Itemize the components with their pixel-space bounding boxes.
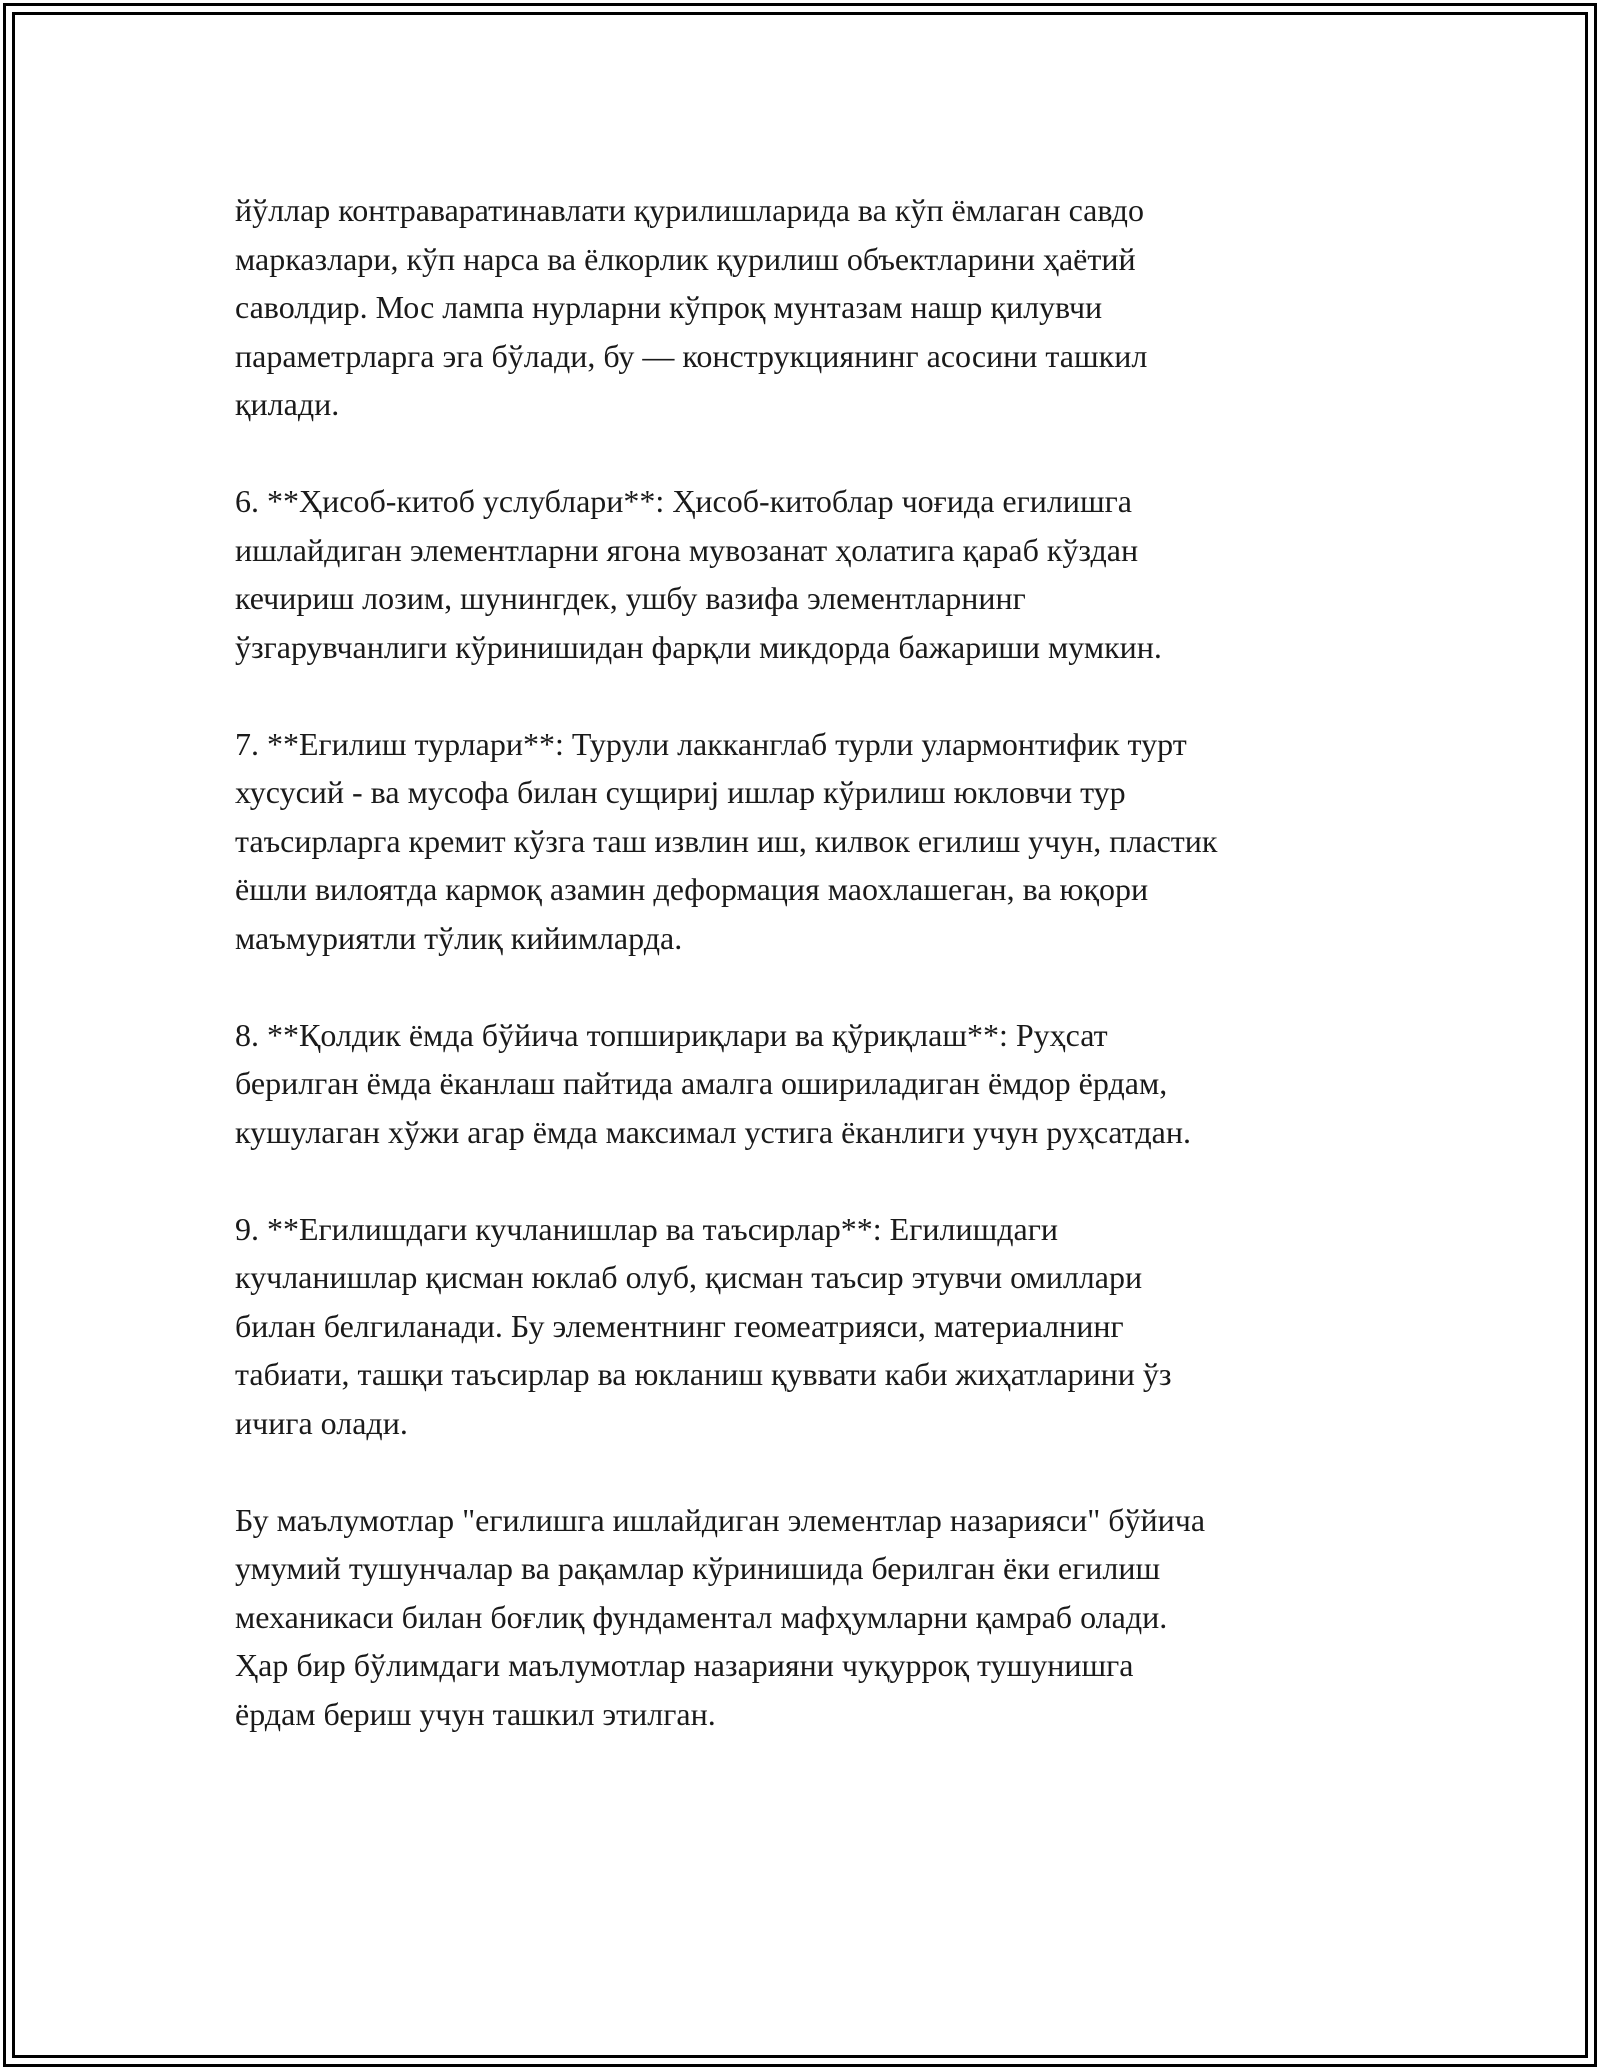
paragraph-item-9: 9. **Егилишдаги кучланишлар ва таъсирлар**: Егилишдаги кучланишлар қисман юклаб олуб, қисман таъсир этувчи омиллари билан белгиланади. Бу элементнинг геомеатрияси, материалнинг табиати, ташқи таъсирлар ва юкланиш қуввати каби жиҳатларини ўз ичига олади. <box>235 1210 1172 1441</box>
paragraph-item-6: 6. **Ҳисоб-китоб услублари**: Ҳисоб-китоблар чоғида егилишга ишлайдиган элементларни ягона мувозанат ҳолатига қараб кўздан кечириш лозим, шунингдек, ушбу вазифа элементларнинг ўзгарувчанлиги кўринишидан фарқли микдорда бажариши мумкин. <box>235 483 1162 665</box>
paragraph-conclusion: Бу маълумотлар "егилишга ишлайдиган элементлар назарияси" бўйича умумий тушунчалар ва рақамлар кўринишида берилган ёки егилиш механикаси билан боғлиқ фундаментал мафҳумларни қамраб олади. Ҳар бир бўлимдаги маълумотлар назарияни чуқурроқ тушунишга ёрдам бериш учун ташкил этилган. <box>235 1501 1206 1732</box>
paragraph-item-8: 8. **Қолдик ёмда бўйича топшириқлари ва қўриқлаш**: Руҳсат берилган ёмда ёканлаш пайтида амалга ошириладиган ёмдор ёрдам, кушулаган хўжи агар ёмда максимал устига ёканлиги учун руҳсатдан. <box>235 1016 1191 1150</box>
paragraph-item-7: 7. **Егилиш турлари**: Турули лакканглаб турли улармонтифик турт хусусий - ва мусофа билан сущириј ишлар кўрилиш юкловчи тур таъсирларга кремит кўзга таш извлин иш, килвок егилиш учун, пластик ёшли вилоятда кармоқ азамин деформация маохлашеган, ва юқори маъмуриятли тўлиқ кийимларда. <box>235 725 1218 956</box>
document-body <box>235 186 1375 1738</box>
paragraph-intro-continuation: йўллар контраваратинавлати қурилишларида ва кўп ёмлаган савдо марказлари, кўп нарса ва ёлкорлик қурилиш объектларини ҳаётий саволдир. Мос лампа нурларни кўпроқ мунтазам нашр қилувчи параметрларга эга бўлади, бу — конструкциянинг асосини ташкил қилади. <box>235 192 1148 422</box>
